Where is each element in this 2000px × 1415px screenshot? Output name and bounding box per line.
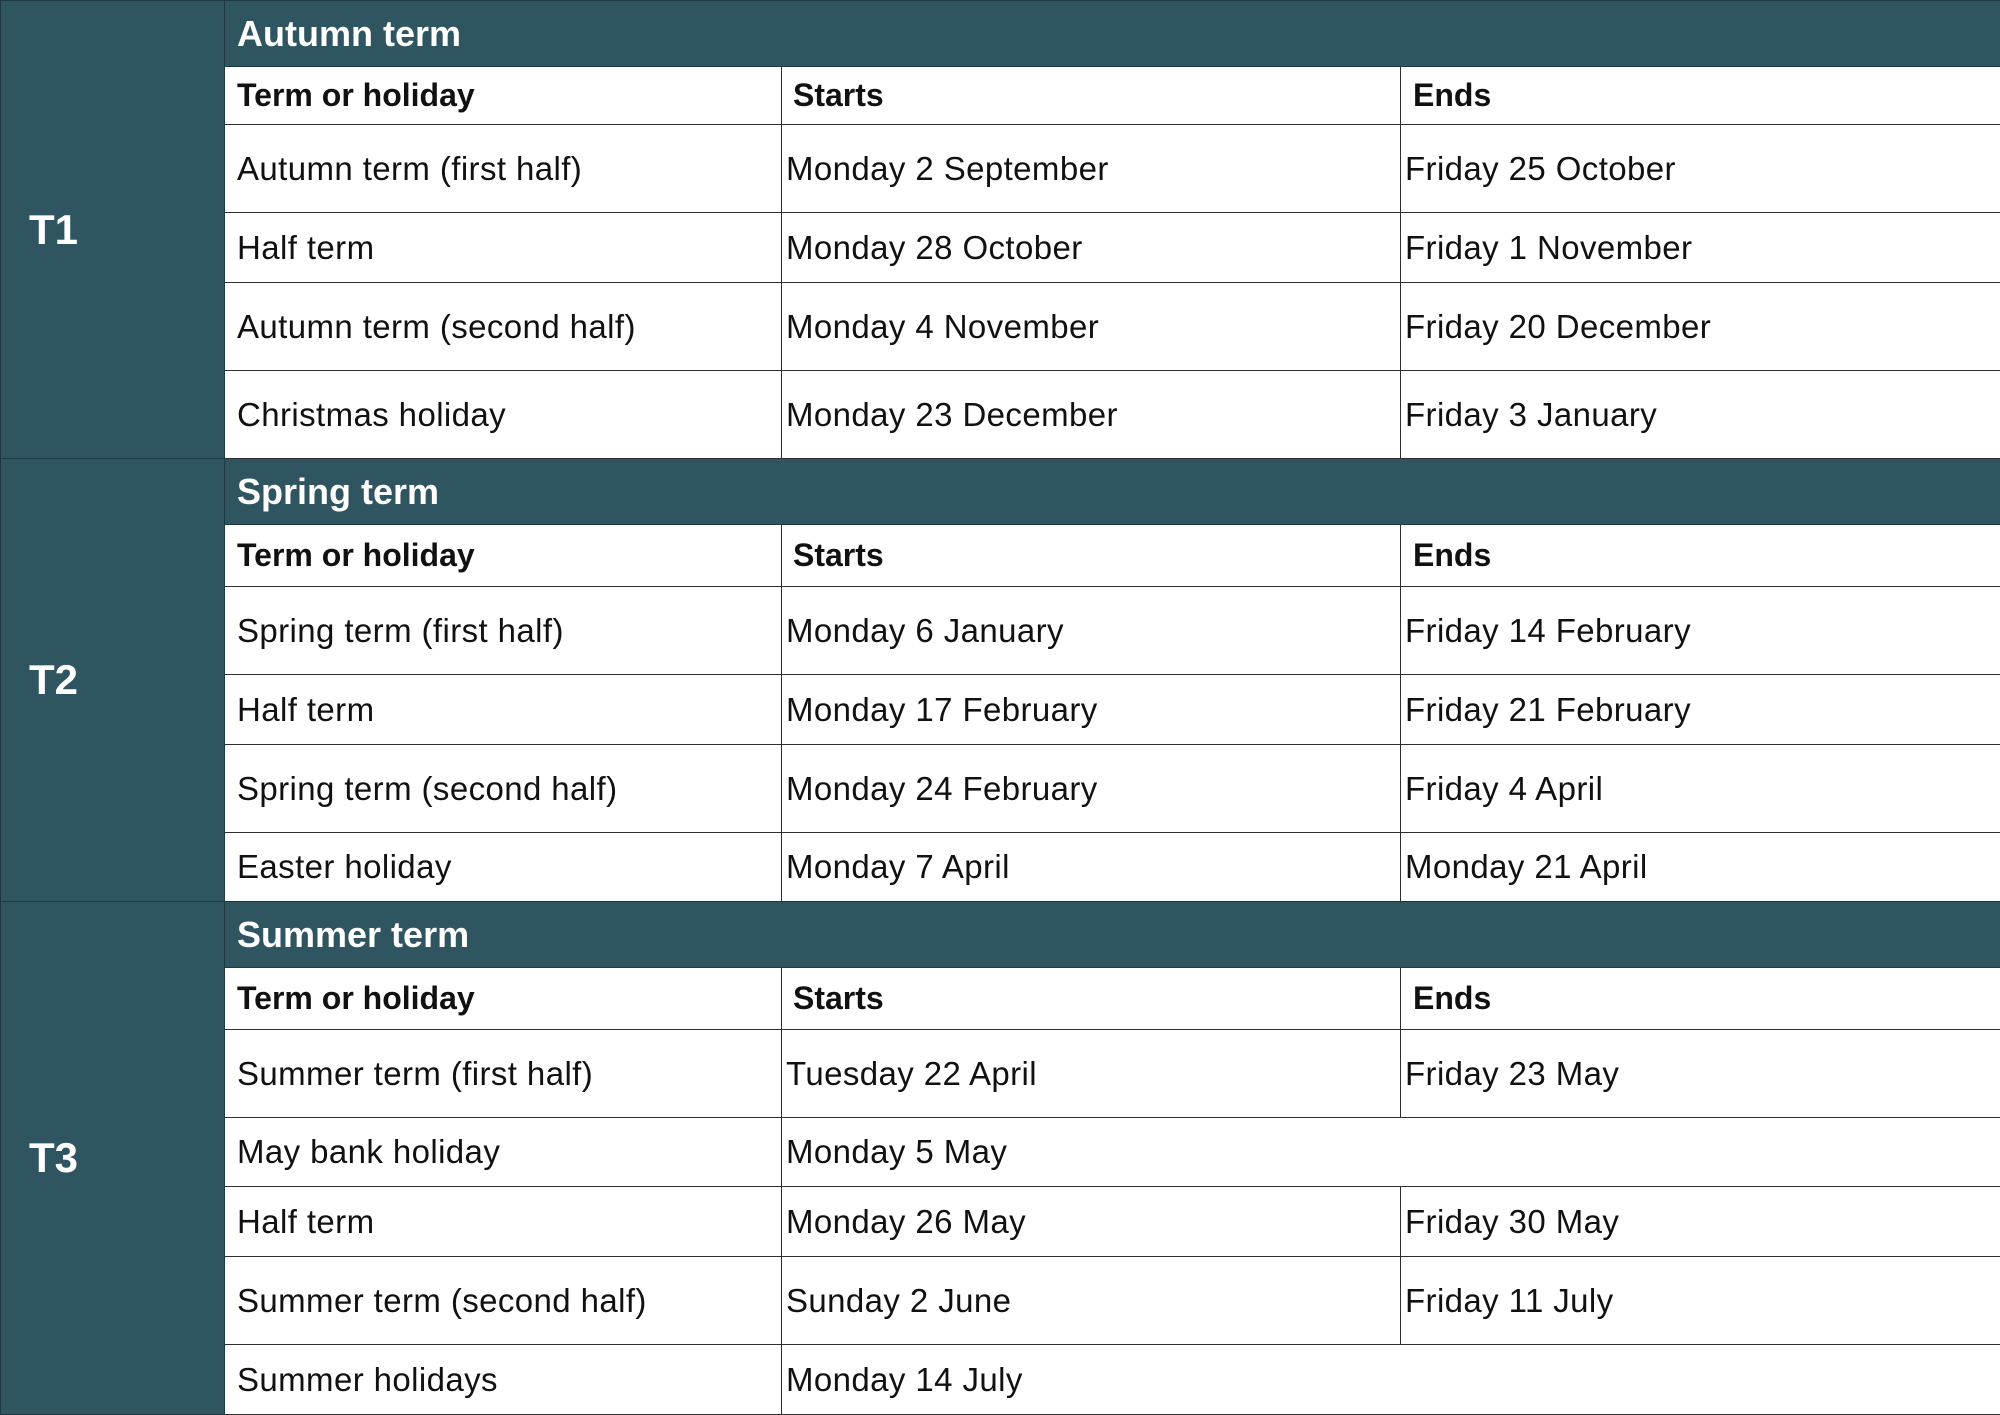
table-row — [1, 1187, 2000, 1257]
row-name: Spring term (first half) — [225, 587, 782, 675]
row-starts: Monday 23 December — [782, 371, 1401, 459]
term-code-t3: T3 — [1, 902, 225, 1415]
row-starts: Monday 28 October — [782, 213, 1401, 283]
table-row — [1, 1345, 2000, 1415]
row-name: May bank holiday — [225, 1118, 782, 1187]
row-name: Summer term (second half) — [225, 1257, 782, 1345]
term-code-t2: T2 — [1, 459, 225, 902]
row-ends: Friday 14 February — [1401, 587, 2000, 675]
row-starts: Sunday 2 June — [782, 1257, 1401, 1345]
table-row — [1, 213, 2000, 283]
row-starts: Monday 17 February — [782, 675, 1401, 745]
row-ends: Friday 30 May — [1401, 1187, 2000, 1257]
table-row — [1, 283, 2000, 371]
column-header-row — [1, 67, 2000, 125]
row-name: Autumn term (second half) — [225, 283, 782, 371]
header-ends: Ends — [1401, 968, 2000, 1030]
header-ends: Ends — [1401, 525, 2000, 587]
row-name: Christmas holiday — [225, 371, 782, 459]
row-ends: Friday 4 April — [1401, 745, 2000, 833]
header-term-or-holiday: Term or holiday — [225, 525, 782, 587]
header-starts: Starts — [782, 67, 1401, 125]
row-ends: Friday 25 October — [1401, 125, 2000, 213]
table-row — [1, 745, 2000, 833]
row-name: Easter holiday — [225, 833, 782, 902]
term-title-spring: Spring term — [225, 459, 2000, 525]
row-name: Summer term (first half) — [225, 1030, 782, 1118]
term-title-summer: Summer term — [225, 902, 2000, 968]
row-ends: Friday 1 November — [1401, 213, 2000, 283]
row-starts: Monday 4 November — [782, 283, 1401, 371]
row-name: Half term — [225, 213, 782, 283]
row-starts: Monday 14 July — [782, 1345, 2000, 1415]
table-row — [1, 1257, 2000, 1345]
table-row — [1, 833, 2000, 902]
column-header-row — [1, 968, 2000, 1030]
row-starts: Tuesday 22 April — [782, 1030, 1401, 1118]
table-row — [1, 125, 2000, 213]
header-ends: Ends — [1401, 67, 2000, 125]
row-starts: Monday 26 May — [782, 1187, 1401, 1257]
table-row — [1, 371, 2000, 459]
column-header-row — [1, 525, 2000, 587]
row-name: Autumn term (first half) — [225, 125, 782, 213]
header-term-or-holiday: Term or holiday — [225, 968, 782, 1030]
header-starts: Starts — [782, 968, 1401, 1030]
term-banner-row — [1, 459, 2000, 525]
term-banner-row — [1, 902, 2000, 968]
term-title-autumn: Autumn term — [225, 1, 2000, 67]
row-name: Spring term (second half) — [225, 745, 782, 833]
table-row — [1, 587, 2000, 675]
row-ends: Friday 21 February — [1401, 675, 2000, 745]
table-row — [1, 1030, 2000, 1118]
row-ends: Friday 20 December — [1401, 283, 2000, 371]
row-ends: Monday 21 April — [1401, 833, 2000, 902]
term-banner-row — [1, 1, 2000, 67]
row-starts: Monday 5 May — [782, 1118, 2000, 1187]
header-term-or-holiday: Term or holiday — [225, 67, 782, 125]
row-ends: Friday 11 July — [1401, 1257, 2000, 1345]
row-ends: Friday 3 January — [1401, 371, 2000, 459]
row-name: Summer holidays — [225, 1345, 782, 1415]
header-starts: Starts — [782, 525, 1401, 587]
row-name: Half term — [225, 675, 782, 745]
row-starts: Monday 6 January — [782, 587, 1401, 675]
row-starts: Monday 2 September — [782, 125, 1401, 213]
term-code-t1: T1 — [1, 1, 225, 459]
row-starts: Monday 24 February — [782, 745, 1401, 833]
row-starts: Monday 7 April — [782, 833, 1401, 902]
table-row — [1, 675, 2000, 745]
table-row — [1, 1118, 2000, 1187]
row-name: Half term — [225, 1187, 782, 1257]
row-ends: Friday 23 May — [1401, 1030, 2000, 1118]
